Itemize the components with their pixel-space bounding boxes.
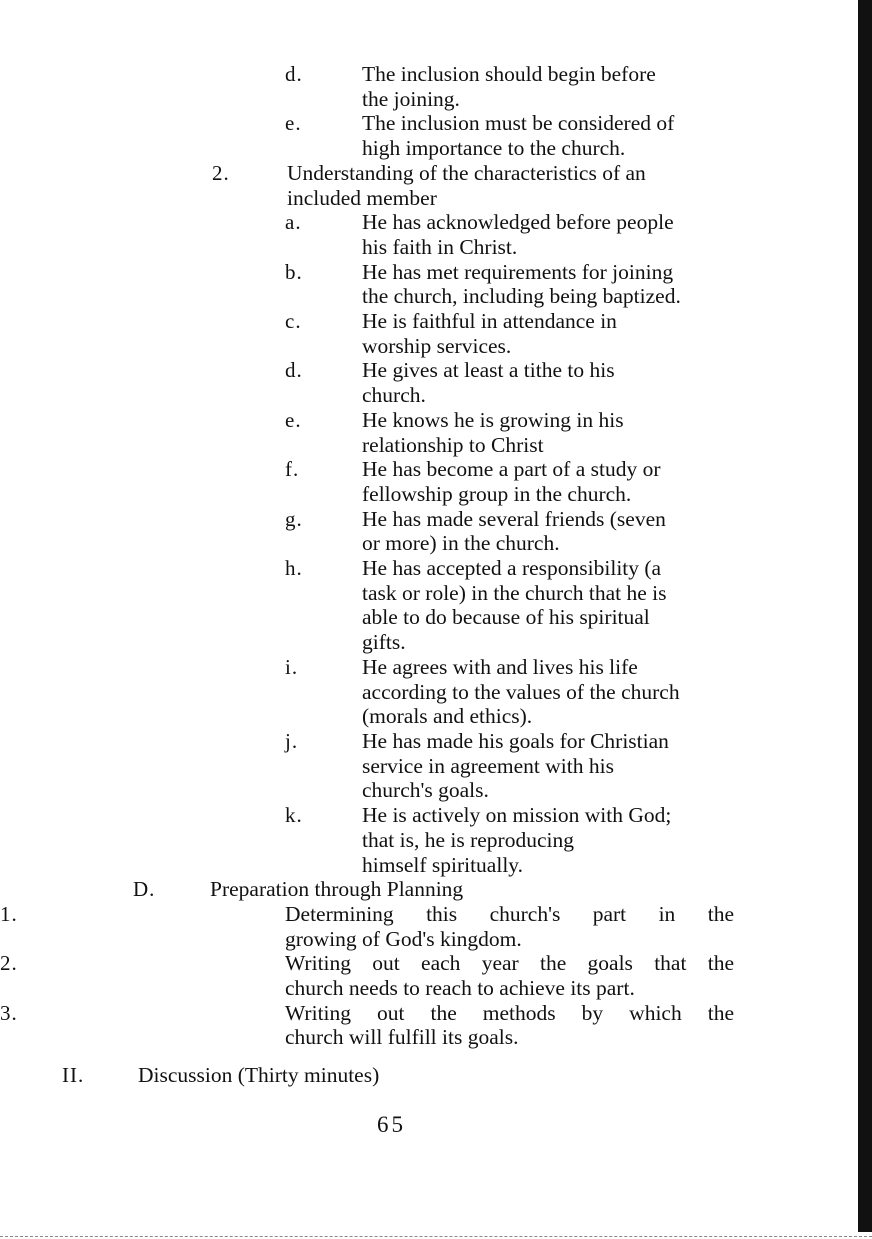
item-text [362, 358, 742, 407]
item-text [285, 902, 734, 951]
text-line: He is actively on mission with God; [362, 803, 672, 828]
scan-edge-bar [858, 0, 872, 1232]
text-line: Understanding of the characteristics of an [287, 160, 646, 185]
text-line: He agrees with and lives his life [362, 654, 638, 679]
item-label: g. [285, 506, 303, 531]
text-line: the joining. [362, 86, 460, 111]
outline-item [0, 62, 872, 111]
item-label: i. [285, 654, 299, 679]
text-line: worship services. [362, 333, 512, 358]
item-label: e. [285, 407, 302, 432]
outline-item [0, 951, 872, 1000]
outline-item [0, 309, 872, 358]
outline-item [0, 457, 872, 506]
text-line: He has made his goals for Christian [362, 728, 669, 753]
text-line: able to do because of his spiritual [362, 605, 650, 630]
item-label: 2. [0, 951, 18, 976]
item-text [362, 507, 742, 556]
outline-item [0, 111, 872, 160]
item-label: d. [285, 358, 303, 383]
item-label: j. [285, 728, 299, 753]
item-label: D. [133, 877, 156, 902]
item-text [362, 556, 742, 655]
item-text [362, 803, 742, 877]
item-label: II. [62, 1063, 85, 1088]
text-line: He has become a part of a study or [362, 457, 661, 482]
item-label: 2. [212, 160, 230, 185]
item-label: a. [285, 210, 302, 235]
text-line: himself spiritually. [362, 852, 524, 877]
text-line: Writing out the methods by which the [285, 1000, 734, 1025]
text-line: that is, he is reproducing [362, 827, 574, 852]
item-label: b. [285, 259, 303, 284]
item-text [285, 1001, 734, 1050]
text-line: The inclusion should begin before [362, 62, 656, 86]
text-line: his faith in Christ. [362, 234, 518, 259]
item-label: f. [285, 457, 300, 482]
text-line: high importance to the church. [362, 136, 626, 161]
text-line: He has made several friends (seven [362, 506, 666, 531]
text-line: church needs to reach to achieve its part. [285, 976, 635, 1001]
text-line: The inclusion must be considered of [362, 111, 675, 136]
item-label: c. [285, 309, 302, 334]
outline-item [0, 1001, 872, 1050]
item-text [210, 877, 710, 902]
item-label: 3. [0, 1000, 18, 1025]
text-line: gifts. [362, 630, 406, 655]
scan-bottom-edge [0, 1236, 872, 1237]
text-line: fellowship group in the church. [362, 481, 632, 506]
item-text [362, 408, 742, 457]
item-text [287, 161, 734, 210]
page-number: 65 [377, 1112, 406, 1137]
item-text [138, 1063, 638, 1088]
text-line: Determining this church's part in the [285, 901, 734, 926]
text-line: relationship to Christ [362, 432, 544, 457]
outline-item [0, 507, 872, 556]
text-line: (morals and ethics). [362, 704, 533, 729]
item-text [362, 729, 742, 803]
item-label: h. [285, 556, 303, 581]
outline-item [0, 902, 872, 951]
text-line: according to the values of the church [362, 679, 680, 704]
item-label: k. [285, 803, 303, 828]
item-text [285, 951, 734, 1000]
item-text [362, 655, 742, 729]
outline-item [0, 1063, 872, 1088]
outline-item [0, 655, 872, 729]
item-text [362, 309, 742, 358]
outline-item [0, 210, 872, 259]
outline-item [0, 161, 872, 210]
item-text [362, 260, 742, 309]
outline-item [0, 729, 872, 803]
outline-item [0, 877, 872, 902]
text-line: church will fulfill its goals. [285, 1025, 519, 1050]
text-line: He gives at least a tithe to his [362, 358, 615, 383]
text-line: church. [362, 383, 426, 408]
text-line: Preparation through Planning [210, 877, 464, 902]
outline-item [0, 260, 872, 309]
item-label: e. [285, 111, 302, 136]
text-line: included member [287, 185, 437, 210]
text-line: or more) in the church. [362, 531, 560, 556]
outline-item [0, 358, 872, 407]
text-line: Discussion (Thirty minutes) [138, 1063, 380, 1088]
item-text [362, 457, 742, 506]
text-line: He has met requirements for joining [362, 259, 674, 284]
outline [0, 62, 872, 1088]
text-line: service in agreement with his [362, 753, 614, 778]
outline-item [0, 803, 872, 877]
text-line: He has accepted a responsibility (a [362, 556, 662, 581]
text-line: He knows he is growing in his [362, 407, 624, 432]
item-label: 1. [0, 901, 18, 926]
item-text [362, 62, 742, 111]
text-line: Writing out each year the goals that the [285, 951, 734, 976]
text-line: church's goals. [362, 778, 489, 803]
item-label: d. [285, 62, 303, 86]
text-line: He is faithful in attendance in [362, 309, 617, 334]
text-line: He has acknowledged before people [362, 210, 674, 235]
text-line: the church, including being baptized. [362, 284, 681, 309]
outline-item [0, 408, 872, 457]
text-line: task or role) in the church that he is [362, 580, 667, 605]
outline-item [0, 556, 872, 655]
item-text [362, 210, 742, 259]
item-text [362, 111, 742, 160]
text-line: growing of God's kingdom. [285, 926, 522, 951]
